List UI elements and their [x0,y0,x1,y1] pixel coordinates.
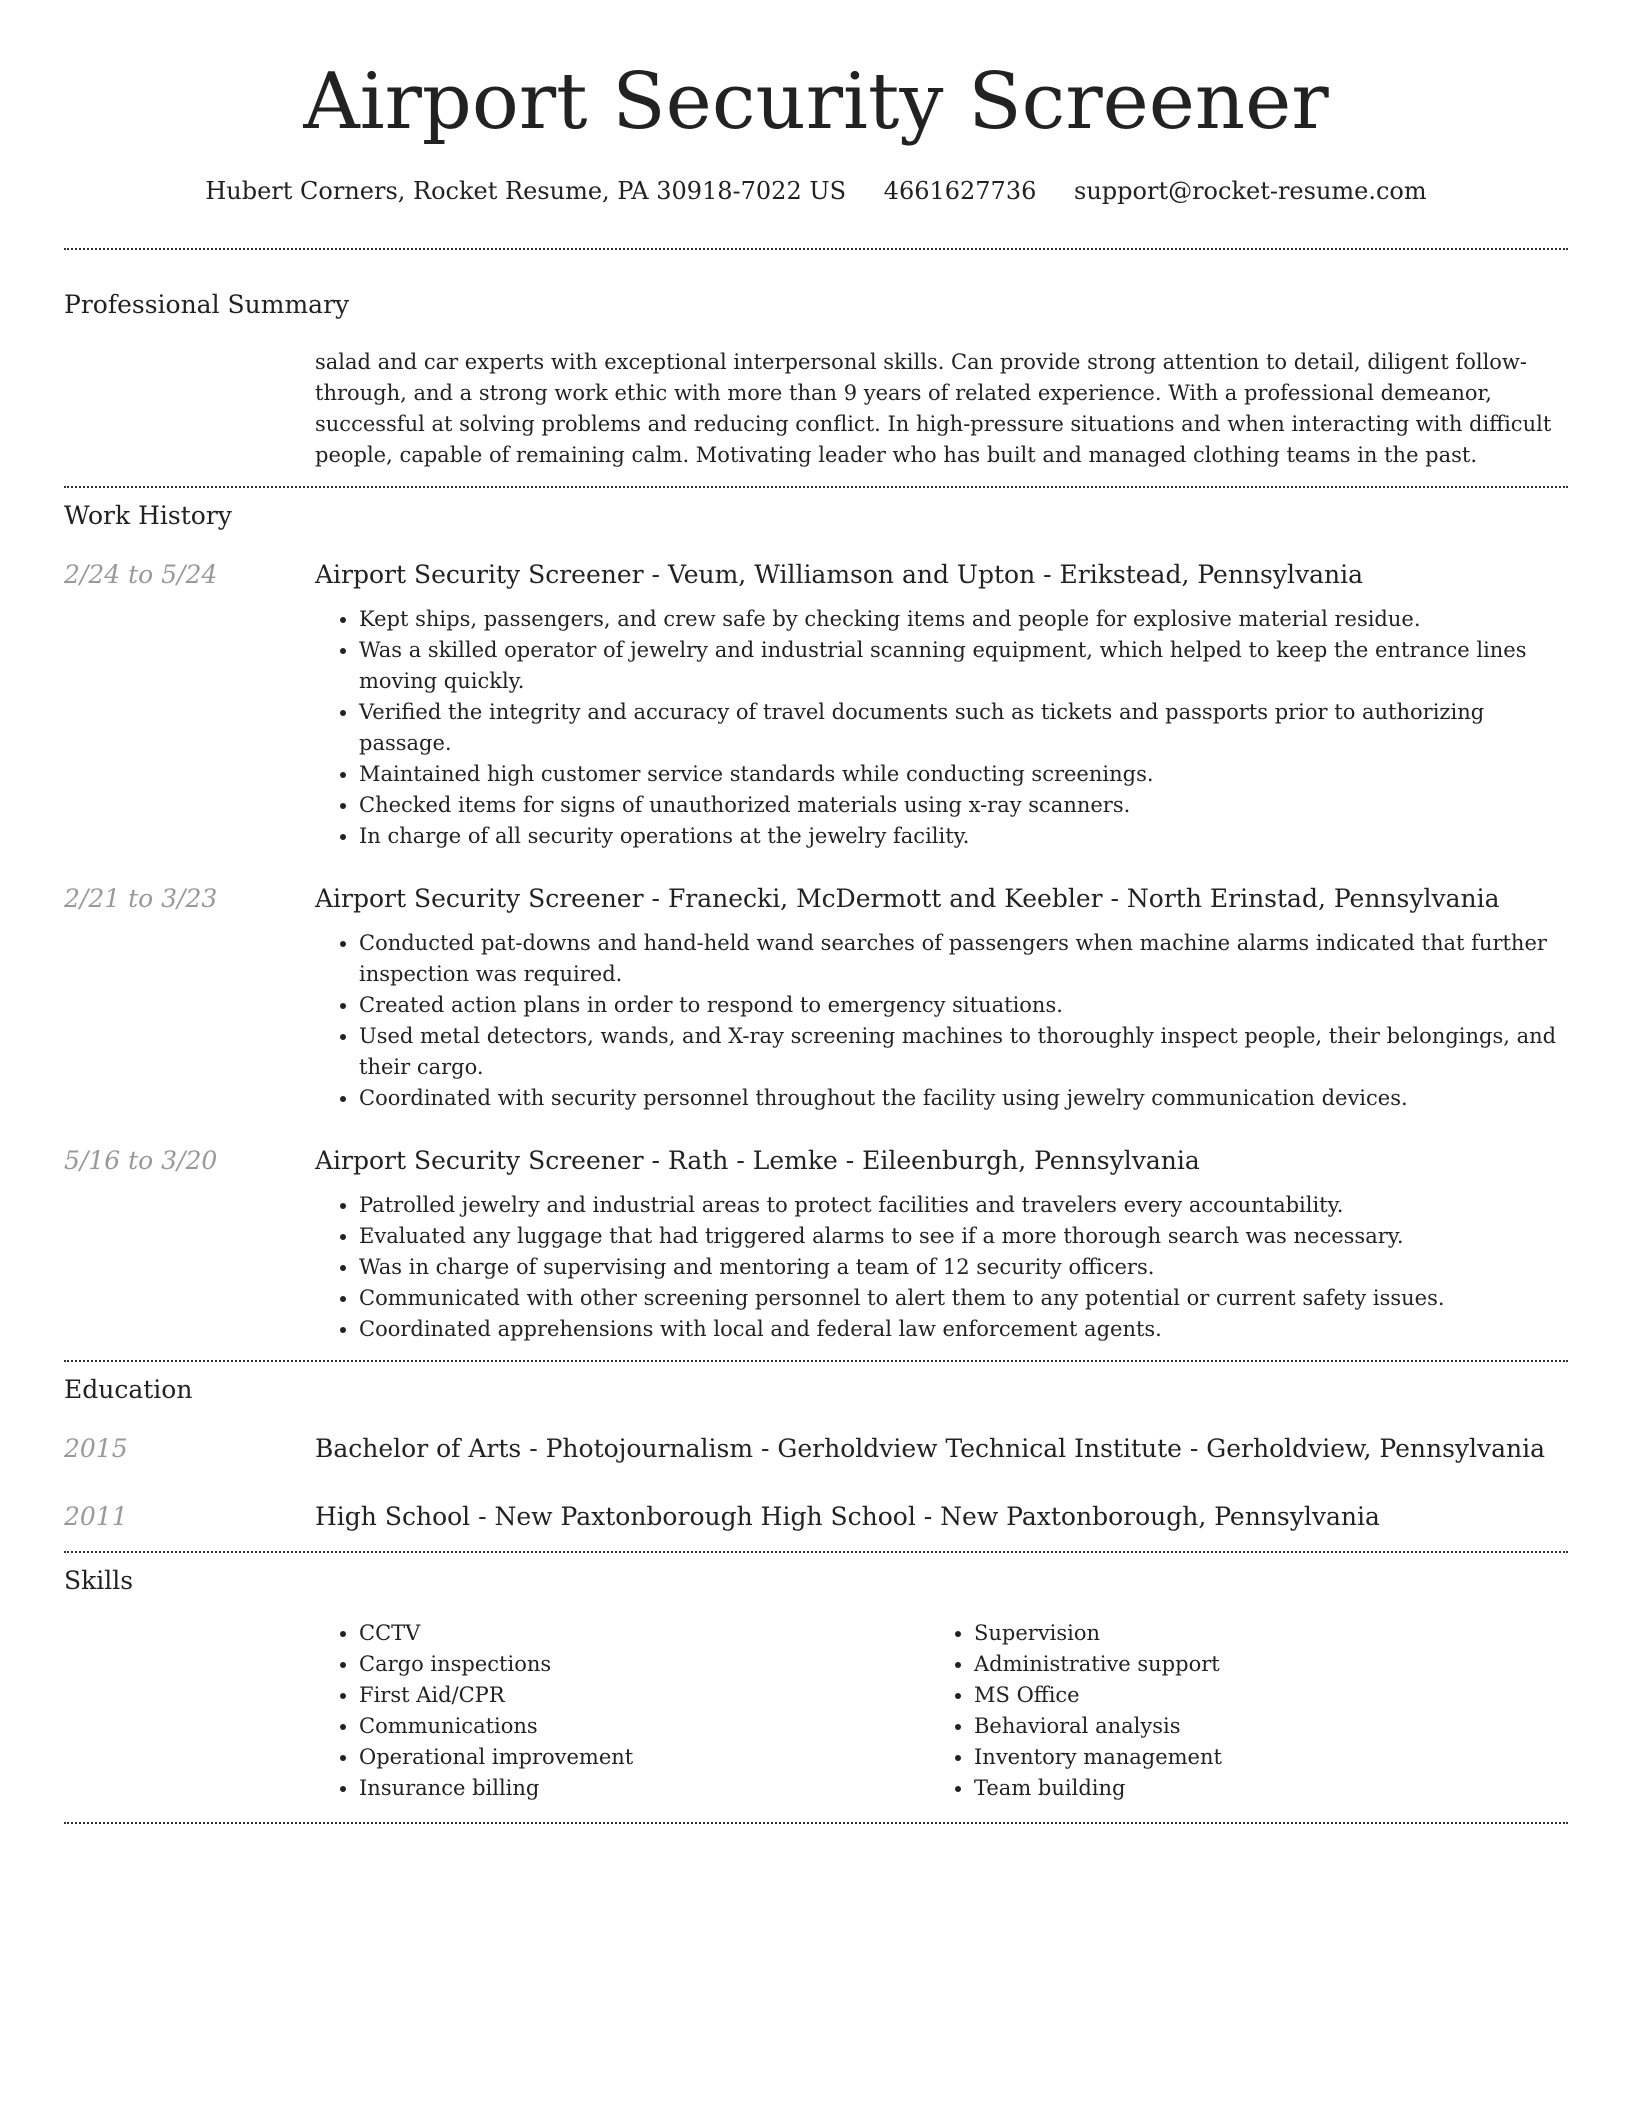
skills-grid [315,1618,1568,1804]
job-heading: Airport Security Screener - Franecki, McDermott and Keebler - North Erinstad, Pennsylvania [315,884,1500,913]
skills-list-right [930,1618,1545,1804]
skill-item: • First Aid/CPR [359,1680,930,1711]
skill-item: • MS Office [974,1680,1545,1711]
education-entry [64,1432,1568,1466]
job-entry [64,558,1568,852]
job-bullet: • Coordinated apprehensions with local and federal law enforcement agents. [359,1314,1568,1345]
job-bullet: • Used metal detectors, wands, and X-ray screening machines to thoroughly inspect people, their belongings, and their cargo. [359,1021,1568,1083]
job-bullet: • Checked items for signs of unauthorized materials using x-ray scanners. [359,790,1568,821]
work-history-title: Work History [64,501,232,530]
education-year: 2015 [64,1434,128,1463]
skill-item: • Communications [359,1711,930,1742]
job-bullet: • Was in charge of supervising and mentoring a team of 12 security officers. [359,1252,1568,1283]
summary-section [64,250,1568,471]
education-heading: Bachelor of Arts - Photojournalism - Gerholdview Technical Institute - Gerholdview, Pennsylvania [315,1434,1546,1463]
summary-text: salad and car experts with exceptional interpersonal skills. Can provide strong attention to detail, diligent follow-through, and a strong work ethic with more than 9 years of related experience. With a professional demeanor, successful at solving problems and reducing conflict. In high-pressure situations and when interacting with difficult people, capable of remaining calm. Motivating leader who has built and managed clothing teams in the past. [315,350,1552,467]
skills-section [64,1553,1568,1804]
skill-item: • CCTV [359,1618,930,1649]
skill-item: • Administrative support [974,1649,1545,1680]
job-bullet: • Kept ships, passengers, and crew safe by checking items and people for explosive material residue. [359,604,1568,635]
job-bullet: • Coordinated with security personnel throughout the facility using jewelry communication devices. [359,1083,1568,1114]
skill-item: • Operational improvement [359,1742,930,1773]
job-bullet: • Evaluated any luggage that had triggered alarms to see if a more thorough search was necessary. [359,1221,1568,1252]
contact-phone: 4661627736 [883,177,1037,205]
education-section [64,1362,1568,1534]
job-bullets [315,604,1568,852]
job-bullet: • In charge of all security operations at the jewelry facility. [359,821,1568,852]
job-dates: 2/24 to 5/24 [64,560,218,589]
section-divider [64,1822,1568,1824]
job-bullet: • Was a skilled operator of jewelry and industrial scanning equipment, which helped to keep the entrance lines moving quickly. [359,635,1568,697]
job-bullets [315,1190,1568,1345]
job-bullet: • Maintained high customer service standards while conducting screenings. [359,759,1568,790]
job-bullet: • Conducted pat-downs and hand-held wand searches of passengers when machine alarms indicated that further inspection was required. [359,928,1568,990]
contact-email: support@rocket-resume.com [1074,177,1427,205]
education-title: Education [64,1375,193,1404]
job-entry [64,882,1568,1114]
education-entry [64,1500,1568,1534]
skill-item: • Cargo inspections [359,1649,930,1680]
work-history-section [64,488,1568,1345]
candidate-name: Airport Security Screener [303,57,1329,147]
job-bullet: • Verified the integrity and accuracy of travel documents such as tickets and passports prior to authorizing passage. [359,697,1568,759]
job-entry [64,1144,1568,1345]
skill-item: • Insurance billing [359,1773,930,1804]
job-bullet: • Created action plans in order to respond to emergency situations. [359,990,1568,1021]
education-year: 2011 [64,1502,128,1531]
summary-title: Professional Summary [64,290,350,319]
resume-header [64,0,1568,208]
job-bullet: • Communicated with other screening personnel to alert them to any potential or current safety issues. [359,1283,1568,1314]
job-heading: Airport Security Screener - Rath - Lemke - Eileenburgh, Pennsylvania [315,1146,1200,1175]
education-heading: High School - New Paxtonborough High School - New Paxtonborough, Pennsylvania [315,1502,1380,1531]
skill-item: • Team building [974,1773,1545,1804]
job-heading: Airport Security Screener - Veum, Williamson and Upton - Erikstead, Pennsylvania [315,560,1364,589]
job-dates: 5/16 to 3/20 [64,1146,218,1175]
job-dates: 2/21 to 3/23 [64,884,218,913]
job-bullet: • Patrolled jewelry and industrial areas to protect facilities and travelers every accountability. [359,1190,1568,1221]
skill-item: • Supervision [974,1618,1545,1649]
skill-item: • Behavioral analysis [974,1711,1545,1742]
skills-list-left [315,1618,930,1804]
skills-title: Skills [64,1566,134,1595]
contact-address: Hubert Corners, Rocket Resume, PA 30918-7022 US [205,177,847,205]
skill-item: • Inventory management [974,1742,1545,1773]
contact-line [64,174,1568,208]
job-bullets [315,928,1568,1114]
